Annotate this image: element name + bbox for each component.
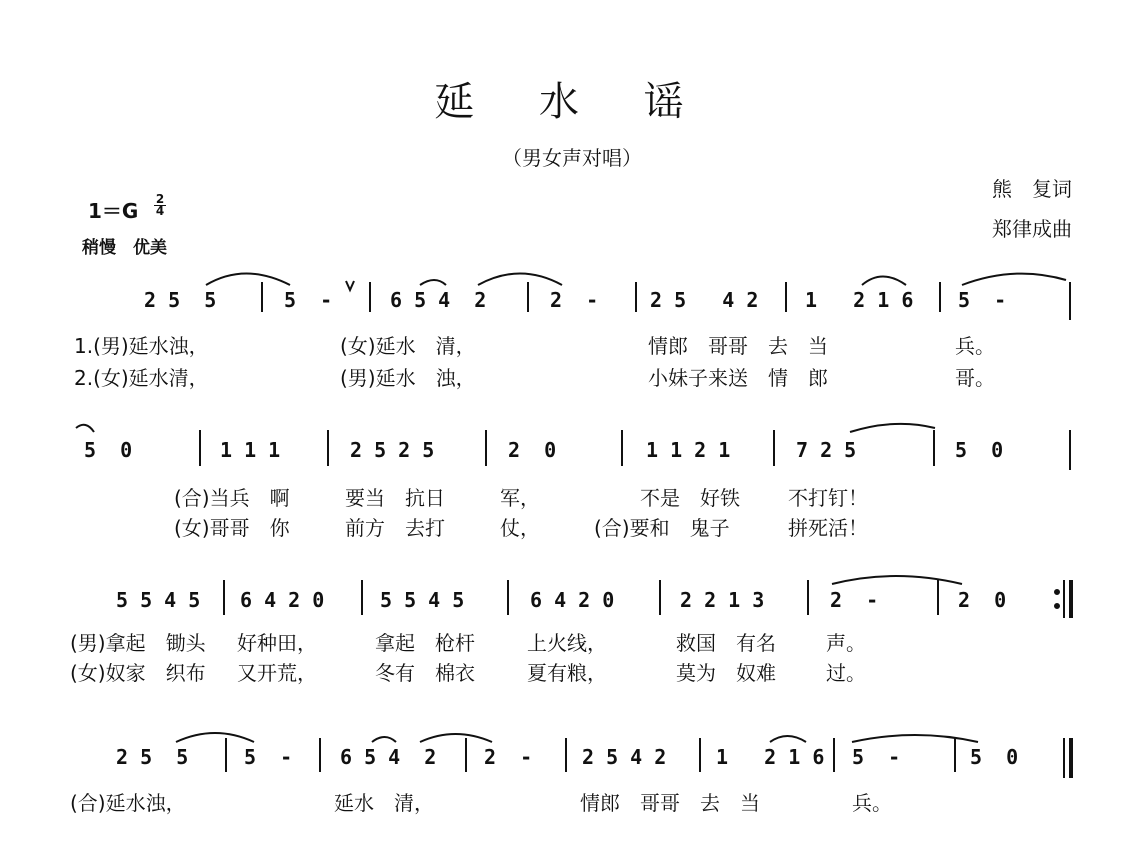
- measure: 2 5 4 2: [650, 288, 759, 312]
- measure: 5 0: [970, 745, 1019, 769]
- measure: 2 -: [484, 745, 533, 769]
- measure: 5 0: [955, 438, 1004, 462]
- lyric: 拼死活！: [788, 516, 868, 540]
- lyric: (男)拿起 锄头: [70, 631, 206, 655]
- measure: 1 1 2 1: [646, 438, 731, 462]
- measure: 6 4 2 0: [240, 588, 325, 612]
- measure: 2 -: [830, 588, 879, 612]
- measure: 2 5 5: [116, 745, 189, 769]
- lyric: 情郎 哥哥 去 当: [648, 334, 828, 358]
- lyric: 不是 好铁: [640, 486, 740, 510]
- lyric: 声。: [826, 631, 866, 655]
- measure: 6 4 2 0: [530, 588, 615, 612]
- measure: 6 5 4 2: [340, 745, 437, 769]
- composer-credit: 郑律成曲: [992, 217, 1072, 241]
- slur: [770, 736, 806, 742]
- lyric: 莫为 奴难: [676, 661, 776, 685]
- slur: [76, 425, 94, 432]
- lyric: 2.(女)延水清，: [74, 366, 209, 390]
- lyric: (女)延水 清，: [340, 334, 476, 358]
- lyric: 要当 抗日: [345, 486, 445, 510]
- slur: [862, 277, 906, 286]
- slur: [852, 735, 978, 742]
- measure: 2 -: [550, 288, 599, 312]
- lyric: 又开荒，: [237, 661, 317, 685]
- lyric: 过。: [826, 661, 866, 685]
- lyric: 前方 去打: [345, 516, 445, 540]
- lyric: 小妹子来送 情 郎: [648, 366, 828, 390]
- time-signature-top: 2: [155, 192, 165, 206]
- slur: [372, 737, 396, 742]
- lyric: (合)要和 鬼子: [594, 516, 730, 540]
- lyric: 哥。: [955, 366, 995, 390]
- measure: 5 -: [244, 745, 293, 769]
- slur: [206, 274, 290, 286]
- breath-mark: [346, 281, 354, 290]
- lyric: 兵。: [955, 334, 995, 358]
- lyric: 冬有 棉衣: [375, 661, 475, 685]
- slur: [420, 280, 446, 285]
- measure: 2 5 5: [144, 288, 217, 312]
- measure: 5 -: [284, 288, 333, 312]
- measure: 1 1 1: [220, 438, 281, 462]
- measure: 2 5 4 2: [582, 745, 667, 769]
- measure: 5 5 4 5: [116, 588, 201, 612]
- key-signature: 1＝G: [88, 199, 139, 223]
- measure: 5 -: [852, 745, 901, 769]
- measure: 5 0: [84, 438, 133, 462]
- lyric: 救国 有名: [676, 631, 776, 655]
- measure: 6 5 4 2: [390, 288, 487, 312]
- lyric: 好种田，: [237, 631, 317, 655]
- measure: 1 2 1 6: [805, 288, 914, 312]
- slur: [832, 576, 962, 584]
- lyric: 上火线，: [527, 631, 607, 655]
- lyric: (女)哥哥 你: [174, 516, 290, 540]
- tempo-marking: 稍慢 优美: [82, 238, 167, 258]
- lyric: (男)延水 浊，: [340, 366, 476, 390]
- slur: [478, 274, 562, 286]
- measure: 2 2 1 3: [680, 588, 765, 612]
- measure: 2 0: [958, 588, 1007, 612]
- time-signature-bottom: 4: [155, 204, 165, 218]
- lyric: 夏有粮，: [527, 661, 607, 685]
- measure: 2 5 2 5: [350, 438, 435, 462]
- measure: 2 0: [508, 438, 557, 462]
- measure: 1 2 1 6: [716, 745, 825, 769]
- measure: 7 2 5: [796, 438, 857, 462]
- lyric: (合)延水浊，: [70, 791, 186, 815]
- slur: [420, 734, 492, 742]
- lyric: 军，: [500, 486, 540, 510]
- lyric: 延水 清，: [334, 791, 434, 815]
- lyric: 不打钉！: [788, 486, 868, 510]
- measure: 5 5 4 5: [380, 588, 465, 612]
- lyric: 情郎 哥哥 去 当: [580, 791, 760, 815]
- repeat-dot: [1055, 590, 1059, 594]
- lyric: 仗，: [500, 516, 540, 540]
- slur: [176, 733, 254, 742]
- slur: [962, 274, 1066, 285]
- slur: [850, 424, 935, 432]
- lyric: 兵。: [852, 791, 892, 815]
- measure: 5 -: [958, 288, 1007, 312]
- lyric: 拿起 枪杆: [375, 631, 475, 655]
- lyricist-credit: 熊 复词: [992, 177, 1072, 201]
- repeat-dot: [1055, 604, 1059, 608]
- song-title: 延 水 谣: [434, 79, 710, 125]
- lyric: (合)当兵 啊: [174, 486, 290, 510]
- song-subtitle: （男女声对唱）: [502, 146, 642, 170]
- lyric: (女)奴家 织布: [70, 661, 206, 685]
- lyric: 1.(男)延水浊，: [74, 334, 209, 358]
